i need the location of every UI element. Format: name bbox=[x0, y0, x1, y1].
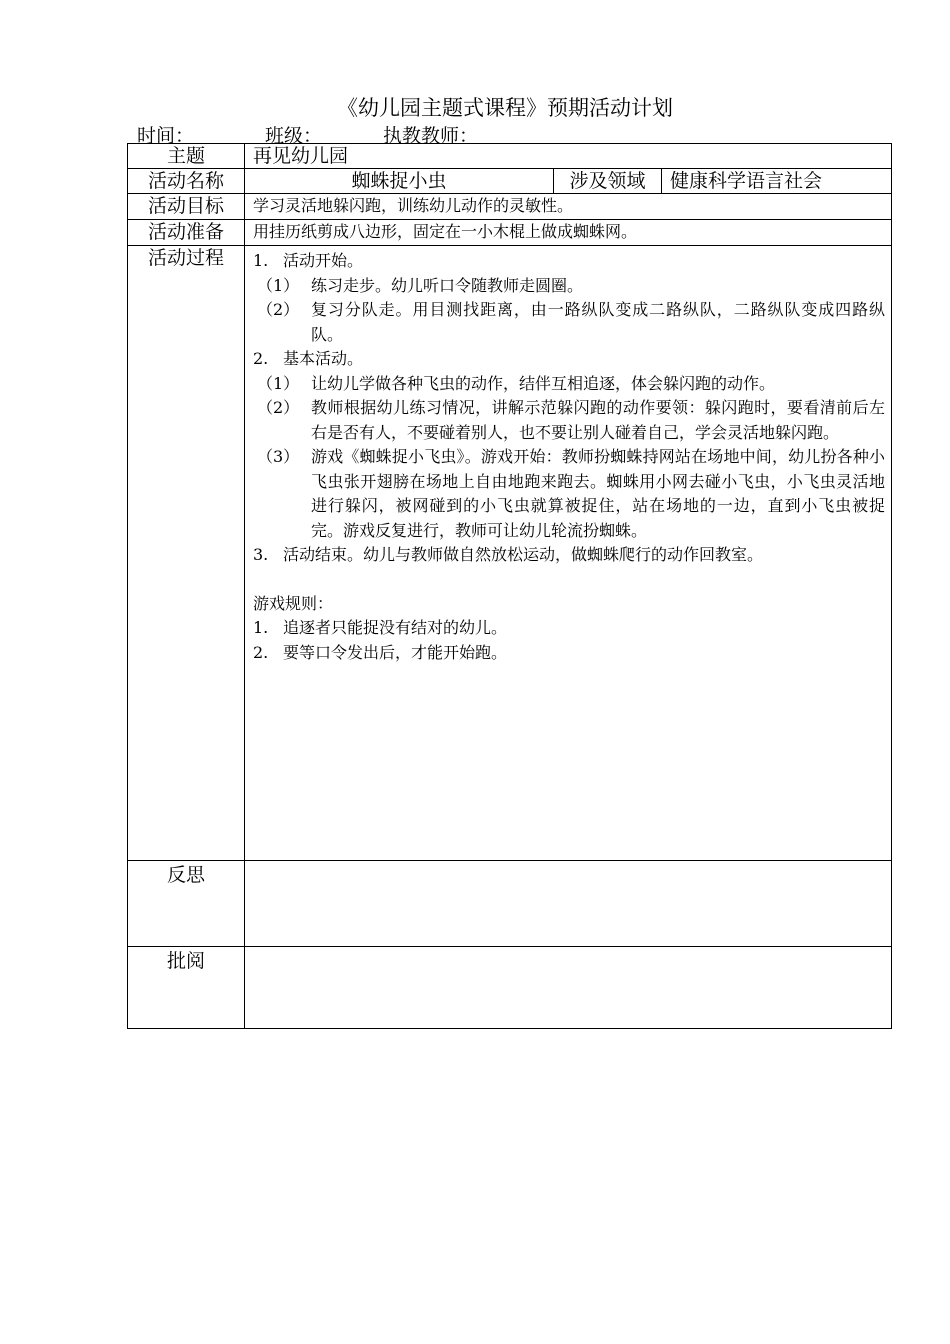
domain-label: 涉及领域 bbox=[554, 169, 662, 194]
time-label: 时间： bbox=[137, 125, 195, 147]
prep-label: 活动准备 bbox=[128, 220, 245, 246]
theme-value: 再见幼儿园 bbox=[245, 144, 892, 169]
process-label: 活动过程 bbox=[128, 246, 245, 861]
rules-title: 游戏规则： bbox=[253, 593, 334, 613]
document-title: 《幼儿园主题式课程》预期活动计划 bbox=[337, 96, 673, 120]
list-item: 1. 追逐者只能捉没有结对的幼儿。 bbox=[253, 618, 508, 637]
review-content bbox=[245, 947, 892, 1029]
goal-value: 学习灵活地躲闪跑，训练幼儿动作的灵敏性。 bbox=[245, 194, 892, 220]
list-item: （2） 复习分队走。用目测找距离，由一路纵队变成二路纵队，二路纵队变成四路纵队。 bbox=[257, 300, 885, 344]
list-item: 1. 活动开始。 bbox=[253, 251, 364, 270]
reflection-label: 反思 bbox=[128, 861, 245, 947]
list-item: （2） 教师根据幼儿练习情况，讲解示范躲闪跑的动作要领：躲闪跑时，要看清前后左右是否有人，不要碰着别人，也不要让别人碰着自己，学会灵活地躲闪跑。 bbox=[257, 398, 885, 442]
list-item: （1） 让幼儿学做各种飞虫的动作，结伴互相追逐，体会躲闪跑的动作。 bbox=[257, 373, 776, 393]
reflection-content bbox=[245, 861, 892, 947]
plan-table bbox=[127, 143, 892, 1029]
list-item: 2. 基本活动。 bbox=[253, 349, 364, 368]
goal-label: 活动目标 bbox=[128, 194, 245, 220]
list-item: 3. 活动结束。幼儿与教师做自然放松运动，做蜘蛛爬行的动作回教室。 bbox=[253, 545, 764, 564]
teacher-label: 执教教师： bbox=[383, 125, 479, 147]
activity-name-value: 蜘蛛捉小虫 bbox=[245, 169, 554, 194]
theme-label: 主题 bbox=[128, 144, 245, 169]
list-item: （3） 游戏《蜘蛛捉小飞虫》。游戏开始：教师扮蜘蛛持网站在场地中间，幼儿扮各种小飞虫张开翅膀在场地上自由地跑来跑去。蜘蛛用小网去碰小飞虫，小飞虫灵活地进行躲闪，被网碰到的小飞虫就算被捉住，站在场地的一边，直到小飞虫被捉完。游戏反复进行，教师可让幼儿轮流扮蜘蛛。 bbox=[257, 447, 885, 540]
list-item: （1） 练习走步。幼儿听口令随教师走圆圈。 bbox=[257, 275, 584, 295]
list-item: 2. 要等口令发出后，才能开始跑。 bbox=[253, 642, 508, 662]
prep-value: 用挂历纸剪成八边形，固定在一小木棍上做成蜘蛛网。 bbox=[245, 220, 892, 246]
process-content bbox=[245, 246, 892, 861]
class-label: 班级： bbox=[265, 125, 323, 147]
activity-name-label: 活动名称 bbox=[128, 169, 245, 194]
review-label: 批阅 bbox=[128, 947, 245, 1029]
domain-value: 健康科学语言社会 bbox=[662, 169, 892, 194]
